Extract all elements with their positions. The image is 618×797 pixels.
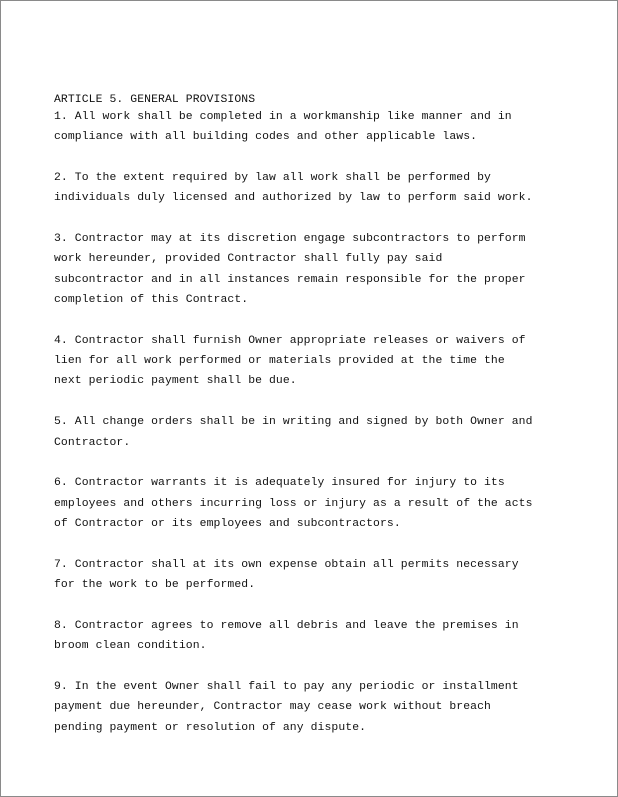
provision-5: 5. All change orders shall be in writing and signed by both Owner and Contractor. (54, 416, 533, 449)
provision-4: 4. Contractor shall furnish Owner appropriate releases or waivers of lien for all work performed or materials provided at the time the next periodic payment shall be due. (54, 334, 526, 388)
provision-7: 7. Contractor shall at its own expense obtain all permits necessary for the work to be performed. (54, 558, 519, 592)
provision-6: 6. Contractor warrants it is adequately insured for injury to its employees and others incurring loss or injury as a result of the acts of Contractor or its employees and subcontractors. (54, 477, 533, 530)
document-body (54, 93, 564, 758)
provision-2: 2. To the extent required by law all work shall be performed by individuals duly licensed and authorized by law to perform said work. (54, 172, 533, 205)
provision-3: 3. Contractor may at its discretion engage subcontractors to perform work hereunder, provided Contractor shall fully pay said subcontractor and in all instances remain responsible for the proper completion of this Contract. (54, 233, 526, 307)
provision-1: 1. All work shall be completed in a workmanship like manner and in compliance with all building codes and other applicable laws. (54, 111, 512, 144)
provision-9: 9. In the event Owner shall fail to pay any periodic or installment payment due hereunder, Contractor may cease work without breach pending payment or resolution of any dispute. (54, 680, 519, 734)
provision-8: 8. Contractor agrees to remove all debris and leave the premises in broom clean condition. (54, 619, 519, 653)
article-heading: ARTICLE 5. GENERAL PROVISIONS (54, 94, 256, 106)
